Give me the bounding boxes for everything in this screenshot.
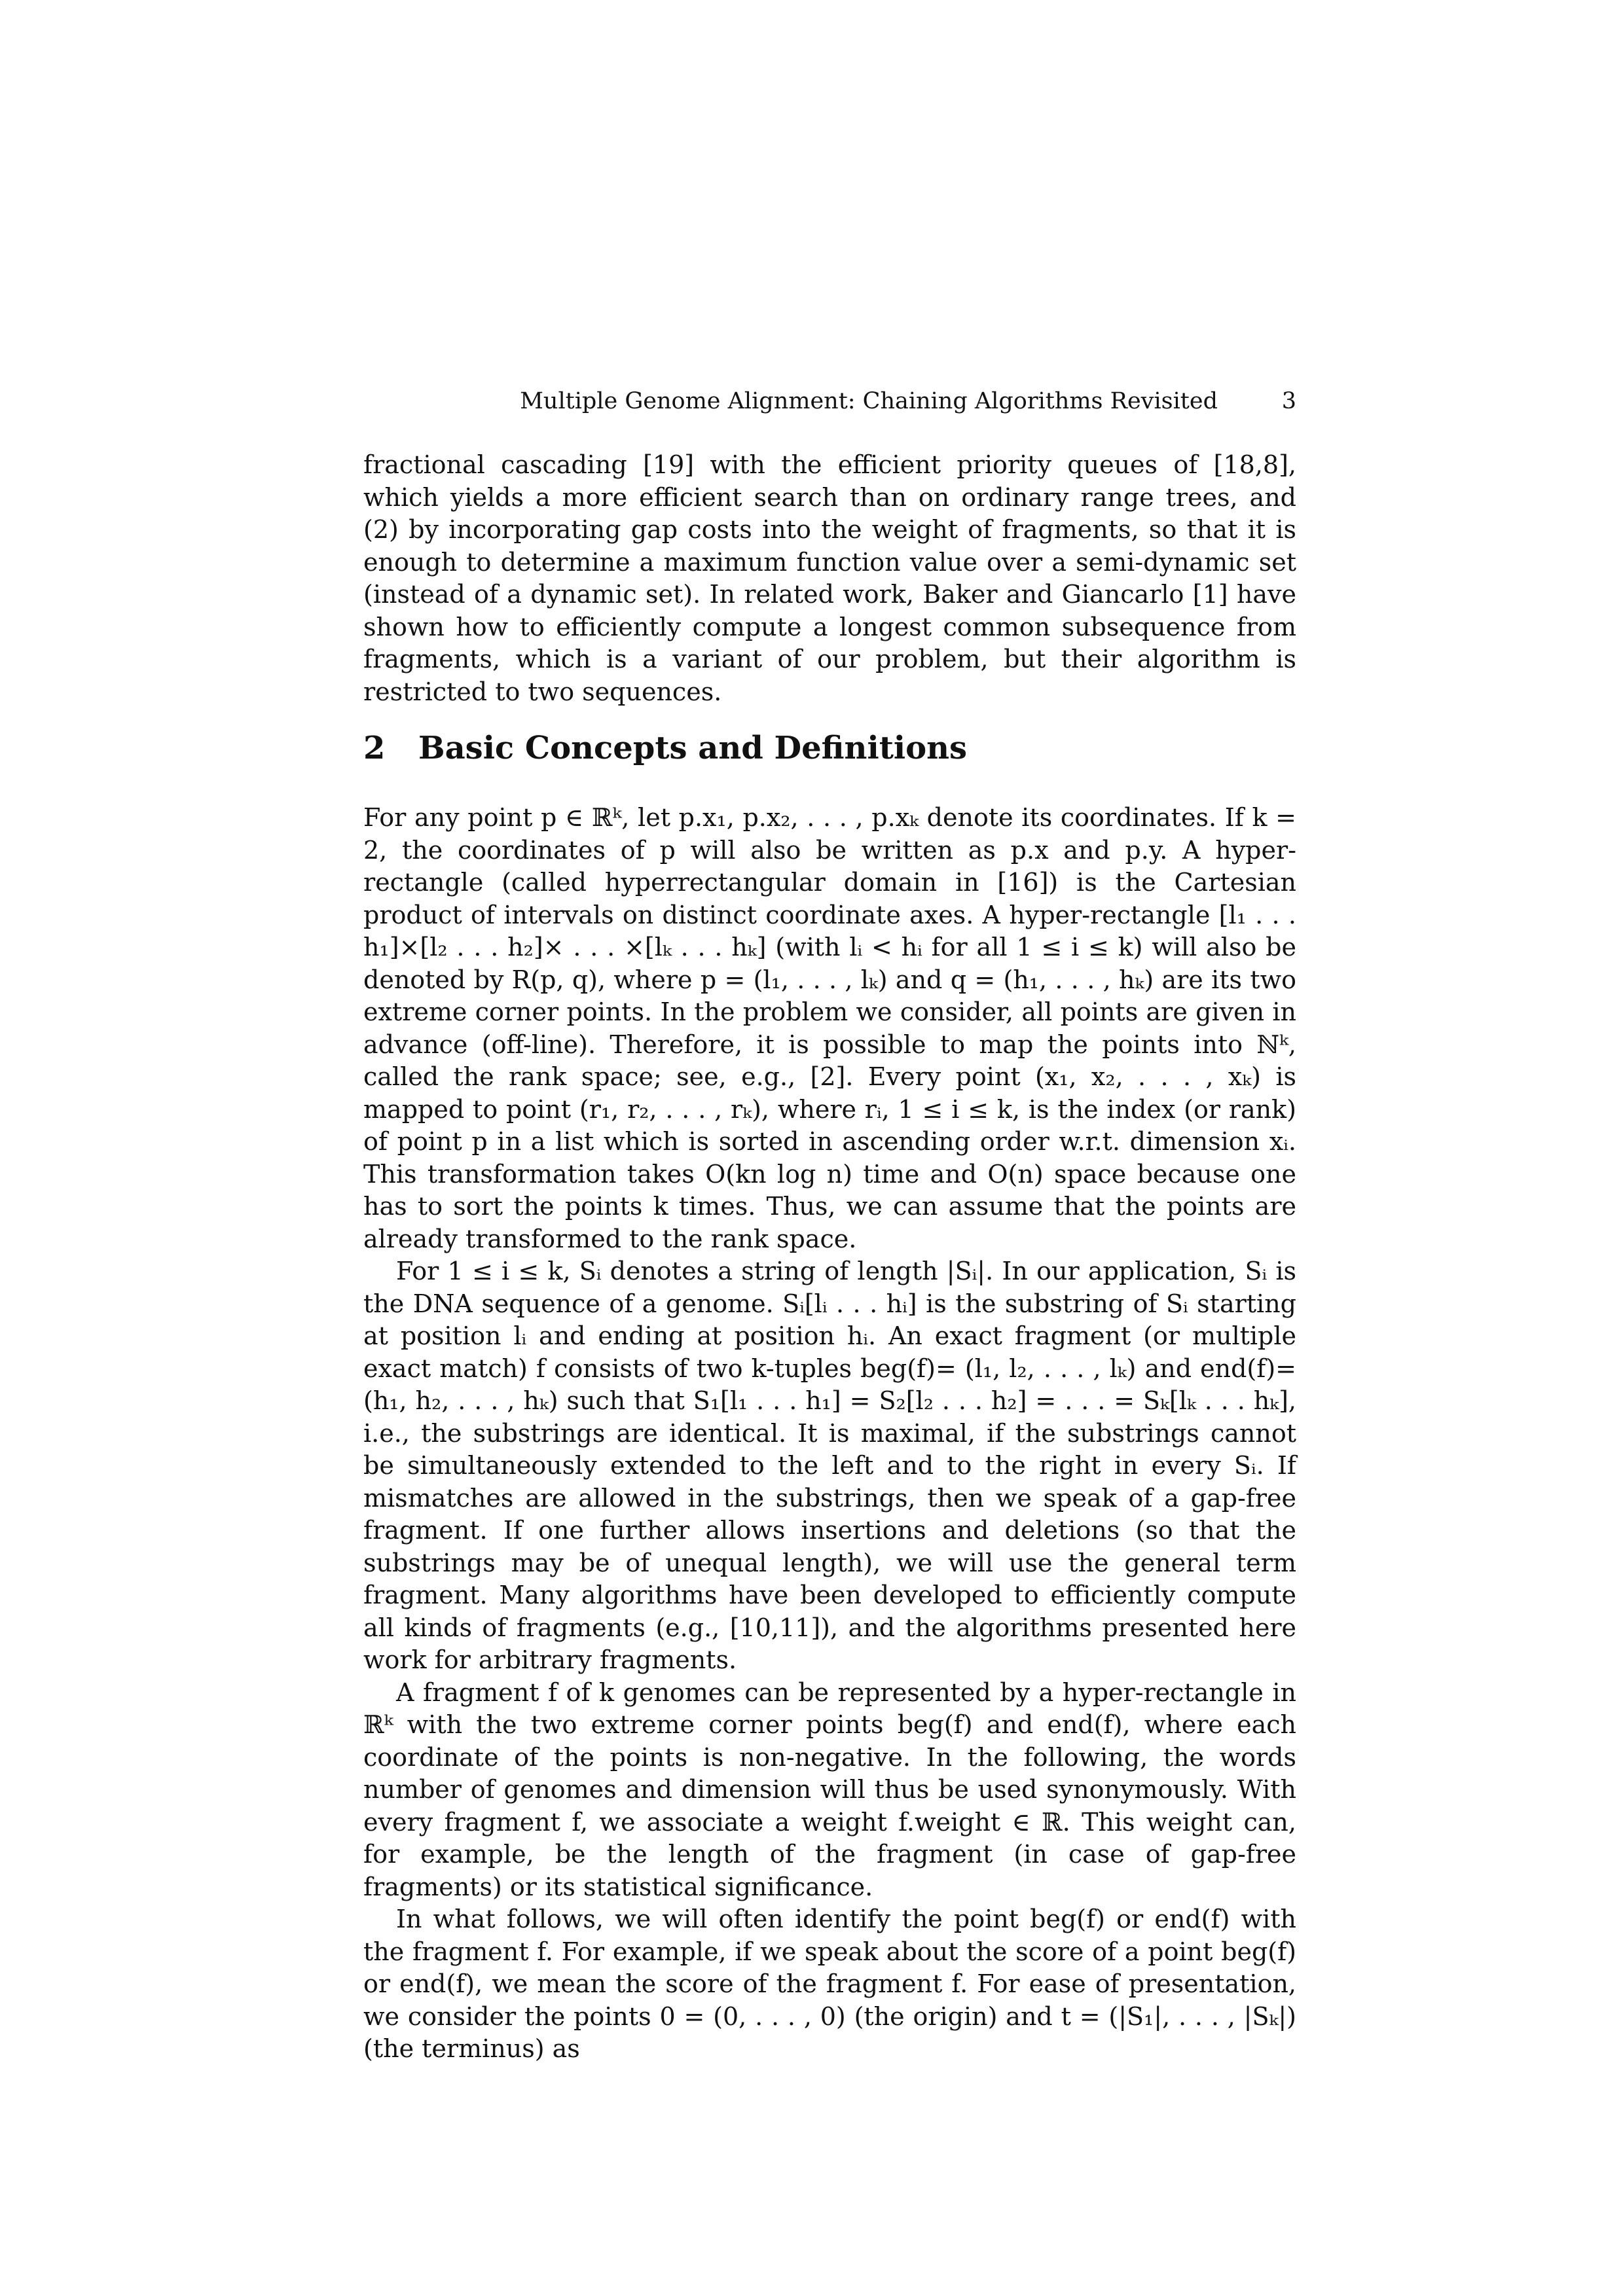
page-header bbox=[363, 382, 1296, 421]
paragraph-score: In what follows, we will often identify the point beg(f) or end(f) with the fragment f. For example, if we speak about the score of a point beg(f) or end(f), we mean the score of the fragment f. For ease of presentation, we consider the points 0 = (0, . . . , 0) (the origin) and t = (|S₁|, . . . , |Sₖ|) (the terminus) as bbox=[363, 1905, 1296, 2063]
running-title: Multiple Genome Alignment: Chaining Algorithms Revisited bbox=[520, 388, 1218, 414]
page-number: 3 bbox=[1281, 388, 1296, 414]
section-heading bbox=[363, 725, 1296, 771]
paragraph-fragments: For 1 ≤ i ≤ k, Sᵢ denotes a string of length |Sᵢ|. In our application, Sᵢ is the DNA sequence of a genome. Sᵢ[lᵢ . . . hᵢ] is the substring of Sᵢ starting at position lᵢ and ending at position hᵢ. An exact fragment (or multiple exact match) f consists of two k-tuples beg(f)= (l₁, l₂, . . . , lₖ) and end(f)= (h₁, h₂, . . . , hₖ) such that S₁[l₁ . . . h₁] = S₂[l₂ . . . h₂] = . . . = Sₖ[lₖ . . . hₖ], i.e., the substrings are identical. It is maximal, if the substrings cannot be simultaneously extended to the left and to the right in every Sᵢ. If mismatches are allowed in the substrings, then we speak of a gap-free fragment. If one further allows insertions and deletions (so that the substrings may be of unequal length), we will use the general term fragment. Many algorithms have been developed to efficiently compute all kinds of fragments (e.g., [10,11]), and the algorithms presented here work for arbitrary fragments. bbox=[363, 1257, 1296, 1674]
section-body bbox=[363, 802, 1296, 2066]
paragraph-hyper-rectangle: A fragment f of k genomes can be represented by a hyper-rectangle in ℝᵏ with the two extreme corner points beg(f) and end(f), where each coordinate of the points is non-negative. In the following, the words number of genomes and dimension will thus be used synonymously. With every fragment f, we associate a weight f.weight ∈ ℝ. This weight can, for example, be the length of the fragment (in case of gap-free fragments) or its statistical significance. bbox=[363, 1677, 1296, 1901]
intro-paragraph: fractional cascading [19] with the efficient priority queues of [18,8], which yields a more efficient search than on ordinary range trees, and (2) by incorporating gap costs into the weight of fragments, so that it is enough to determine a maximum function value over a semi-dynamic set (instead of a dynamic set). In related work, Baker and Giancarlo [1] have shown how to efficiently compute a longest common subsequence from fragments, which is a variant of our problem, but their algorithm is restricted to two sequences. bbox=[363, 450, 1296, 706]
section-title: Basic Concepts and Definitions bbox=[418, 730, 968, 766]
paragraph-rank-space: For any point p ∈ ℝᵏ, let p.x₁, p.x₂, . . . , p.xₖ denote its coordinates. If k = 2, the coordinates of p will also be written as p.x and p.y. A hyper-rectangle (called hyperrectangular domain in [16]) is the Cartesian product of intervals on distinct coordinate axes. A hyper-rectangle [l₁ . . . h₁]×[l₂ . . . h₂]× . . . ×[lₖ . . . hₖ] (with lᵢ < hᵢ for all 1 ≤ i ≤ k) will also be denoted by R(p, q), where p = (l₁, . . . , lₖ) and q = (h₁, . . . , hₖ) are its two extreme corner points. In the problem we consider, all points are given in advance (off-line). Therefore, it is possible to map the points into ℕᵏ, called the rank space; see, e.g., [2]. Every point (x₁, x₂, . . . , xₖ) is mapped to point (r₁, r₂, . . . , rₖ), where rᵢ, 1 ≤ i ≤ k, is the index (or rank) of point p in a list which is sorted in ascending order w.r.t. dimension xᵢ. This transformation takes O(kn log n) time and O(n) space because one has to sort the points k times. Thus, we can assume that the points are already transformed to the rank space. bbox=[363, 803, 1296, 1253]
section-number: 2 bbox=[363, 730, 386, 766]
